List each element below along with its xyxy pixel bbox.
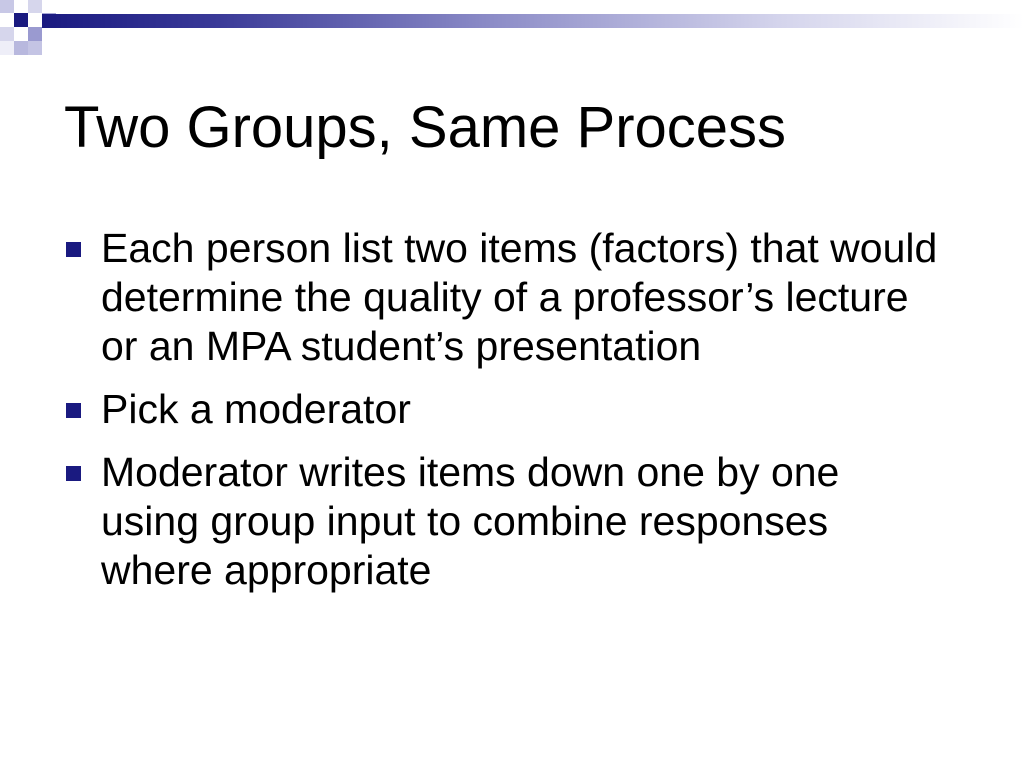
bullet-text: Pick a moderator	[101, 386, 411, 432]
decorative-square	[14, 41, 28, 55]
square-bullet-icon	[66, 242, 81, 257]
square-bullet-icon	[66, 466, 81, 481]
decorative-square	[0, 0, 14, 13]
square-bullet-icon	[66, 403, 81, 418]
bullet-list	[64, 224, 944, 609]
bullet-item	[64, 448, 944, 595]
decorative-square	[14, 13, 28, 27]
bullet-item	[64, 385, 944, 434]
decorative-square	[28, 0, 42, 13]
decorative-square	[0, 41, 14, 55]
bullet-item	[64, 224, 944, 371]
header-gradient-bar	[42, 14, 1024, 28]
bullet-text: Each person list two items (factors) that would determine the quality of a professor’s lecture or an MPA student’s presentation	[101, 225, 938, 369]
decorative-square	[28, 27, 42, 41]
decorative-square	[0, 27, 14, 41]
slide-title: Two Groups, Same Process	[64, 95, 787, 160]
bullet-text: Moderator writes items down one by one using group input to combine responses where appropriate	[101, 449, 840, 593]
decorative-square	[28, 41, 42, 55]
